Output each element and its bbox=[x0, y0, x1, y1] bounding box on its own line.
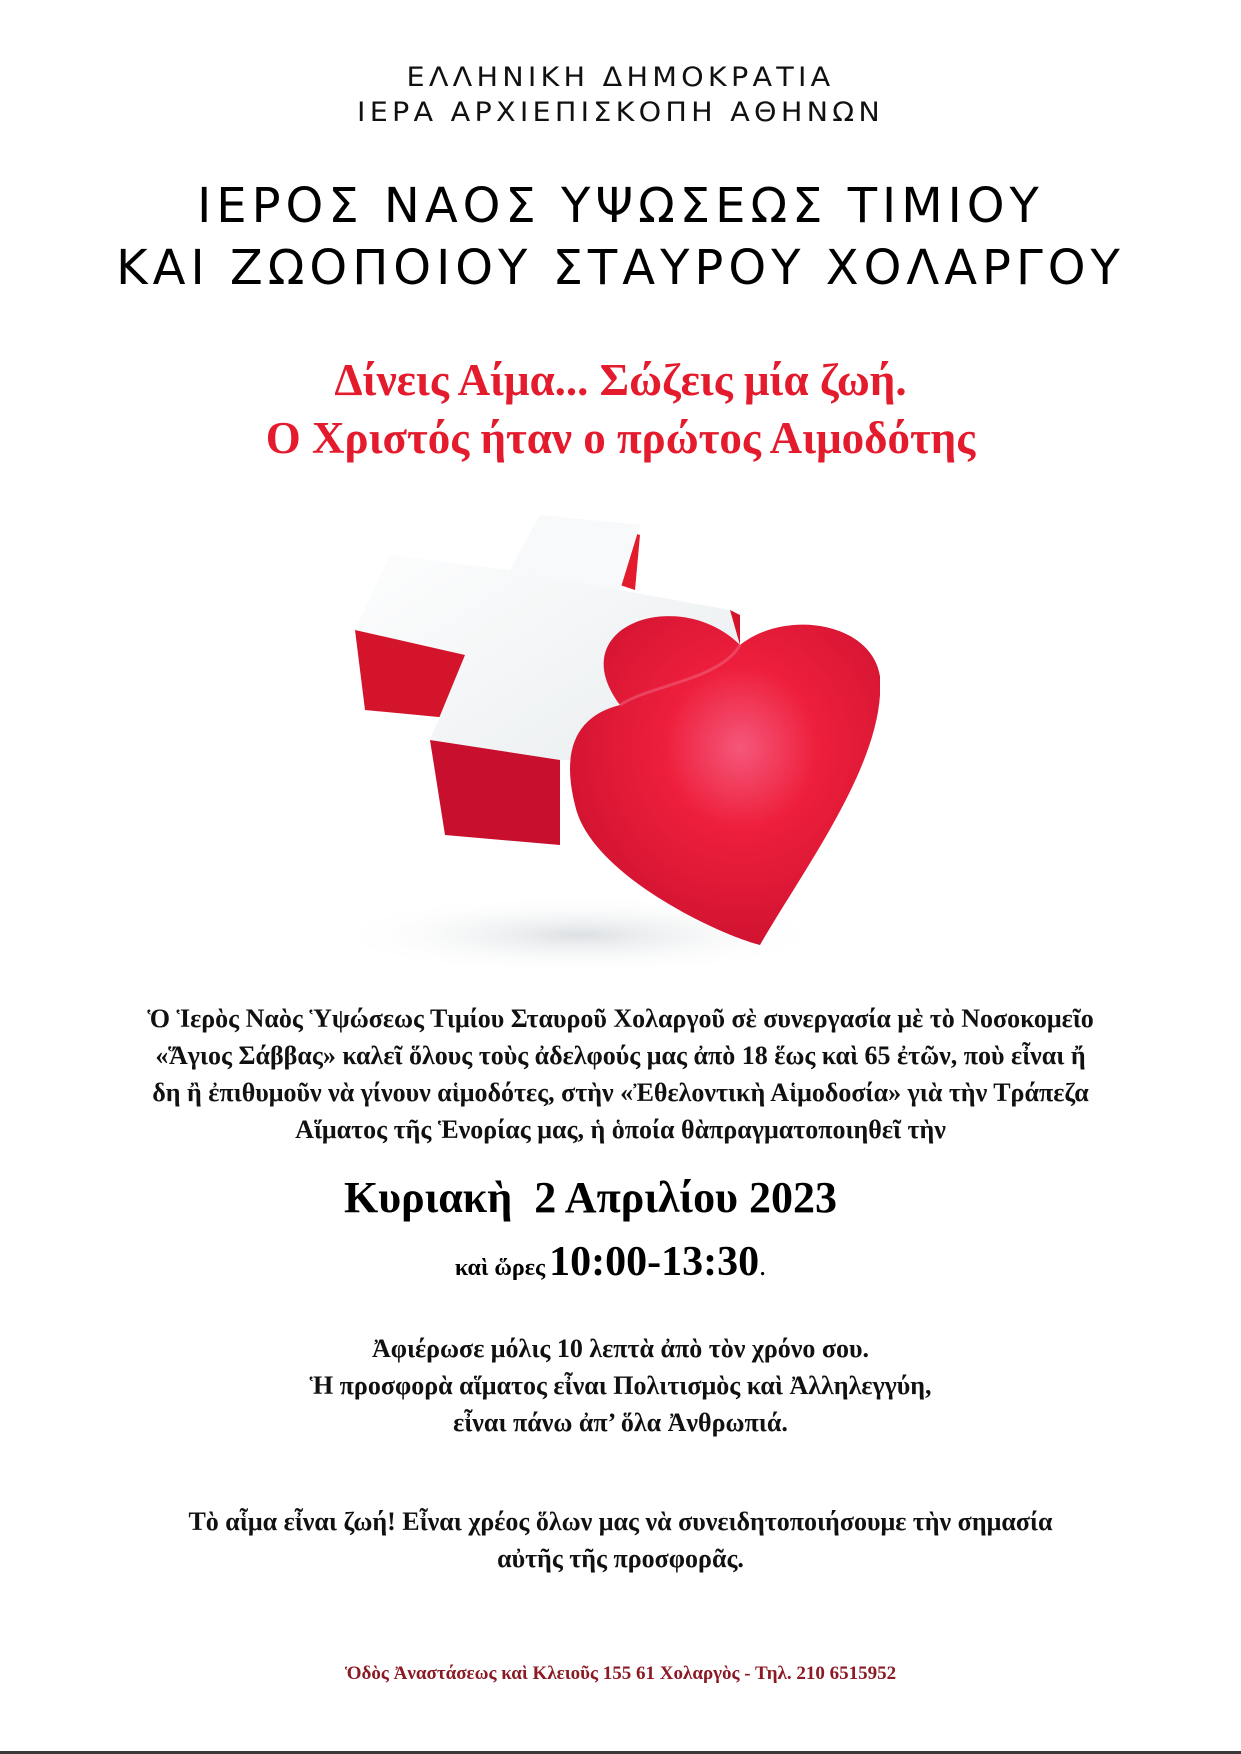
appeal-line: Ἡ προσφορὰ αἵματος εἶναι Πολιτισμὸς καὶ Ἀλληλεγγύη, bbox=[309, 1371, 932, 1400]
church-title-line2: ΚΑΙ ΖΩΟΠΟΙΟΥ ΣΤΑΥΡΟΥ ΧΟΛΑΡΓΟΥ bbox=[116, 240, 1125, 296]
header-state: ΕΛΛΗΝΙΚΗ ΔΗΜΟΚΡΑΤΙΑ bbox=[406, 62, 835, 93]
event-weekday: Κυριακὴ bbox=[344, 1173, 513, 1222]
event-date-value: 2 Απριλίου 2023 bbox=[534, 1173, 837, 1222]
appeal-line: Ἀφιέρωσε μόλις 10 λεπτὰ ἀπὸ τὸν χρόνο σου. bbox=[371, 1334, 870, 1363]
invitation-line: Αἵματος τῆς Ἑνορίας μας, ἡ ὁποία θὰπραγματοποιηθεῖ τὴν bbox=[295, 1115, 946, 1144]
appeal-line: εἶναι πάνω ἀπ’ ὅλα Ἀνθρωπιά. bbox=[453, 1408, 788, 1437]
closing-line: Τὸ αἷμα εἶναι ζωή! Εἶναι χρέος ὅλων μας νὰ συνειδητοποιήσουμε τὴν σημασία bbox=[188, 1507, 1053, 1536]
hours-suffix: . bbox=[759, 1251, 767, 1282]
closing-paragraph bbox=[0, 1503, 1241, 1577]
church-title-line1: ΙΕΡΟΣ ΝΑΟΣ ΥΨΩΣΕΩΣ ΤΙΜΙΟΥ bbox=[197, 178, 1044, 234]
slogan-line2: Ο Χριστός ήταν ο πρώτος Αιμοδότης bbox=[265, 413, 976, 463]
appeal-paragraph bbox=[0, 1330, 1241, 1441]
invitation-line: Ὁ Ἱερὸς Ναὸς Ὑψώσεως Τιμίου Σταυροῦ Χολαργοῦ σὲ συνεργασία μὲ τὸ Νοσοκομεῖο bbox=[147, 1004, 1094, 1033]
header-archdiocese: ΙΕΡΑ ΑΡΧΙΕΠΙΣΚΟΠΗ ΑΘΗΝΩΝ bbox=[357, 97, 884, 128]
hours-value: 10:00-13:30 bbox=[549, 1239, 760, 1285]
hours-prefix: καὶ ὥρες bbox=[454, 1255, 546, 1281]
invitation-line: δη ἢ ἐπιθυμοῦν νὰ γίνουν αἱμοδότες, στὴν «Ἐθελοντικὴ Αἱμοδοσία» γιὰ τὴν Τράπεζα bbox=[152, 1078, 1089, 1107]
red-cross-and-heart-icon bbox=[320, 515, 880, 985]
invitation-line: «Ἅγιος Σάββας» καλεῖ ὅλους τοὺς ἀδελφούς μας ἀπὸ 18 ἕως καὶ 65 ἐτῶν, ποὺ εἶναι ἤ bbox=[155, 1041, 1086, 1070]
footer-contact: Ὁδὸς Ἀναστάσεως καὶ Κλειοῦς 155 61 Χολαργὸς - Τηλ. 210 6515952 bbox=[344, 1663, 897, 1684]
invitation-paragraph bbox=[0, 1000, 1241, 1148]
closing-line: αὐτῆς τῆς προσφορᾶς. bbox=[497, 1544, 744, 1573]
slogan-line1: Δίνεις Αίμα... Σώζεις μία ζωή. bbox=[334, 355, 907, 405]
event-date bbox=[0, 1172, 1211, 1224]
event-hours bbox=[0, 1238, 1231, 1286]
